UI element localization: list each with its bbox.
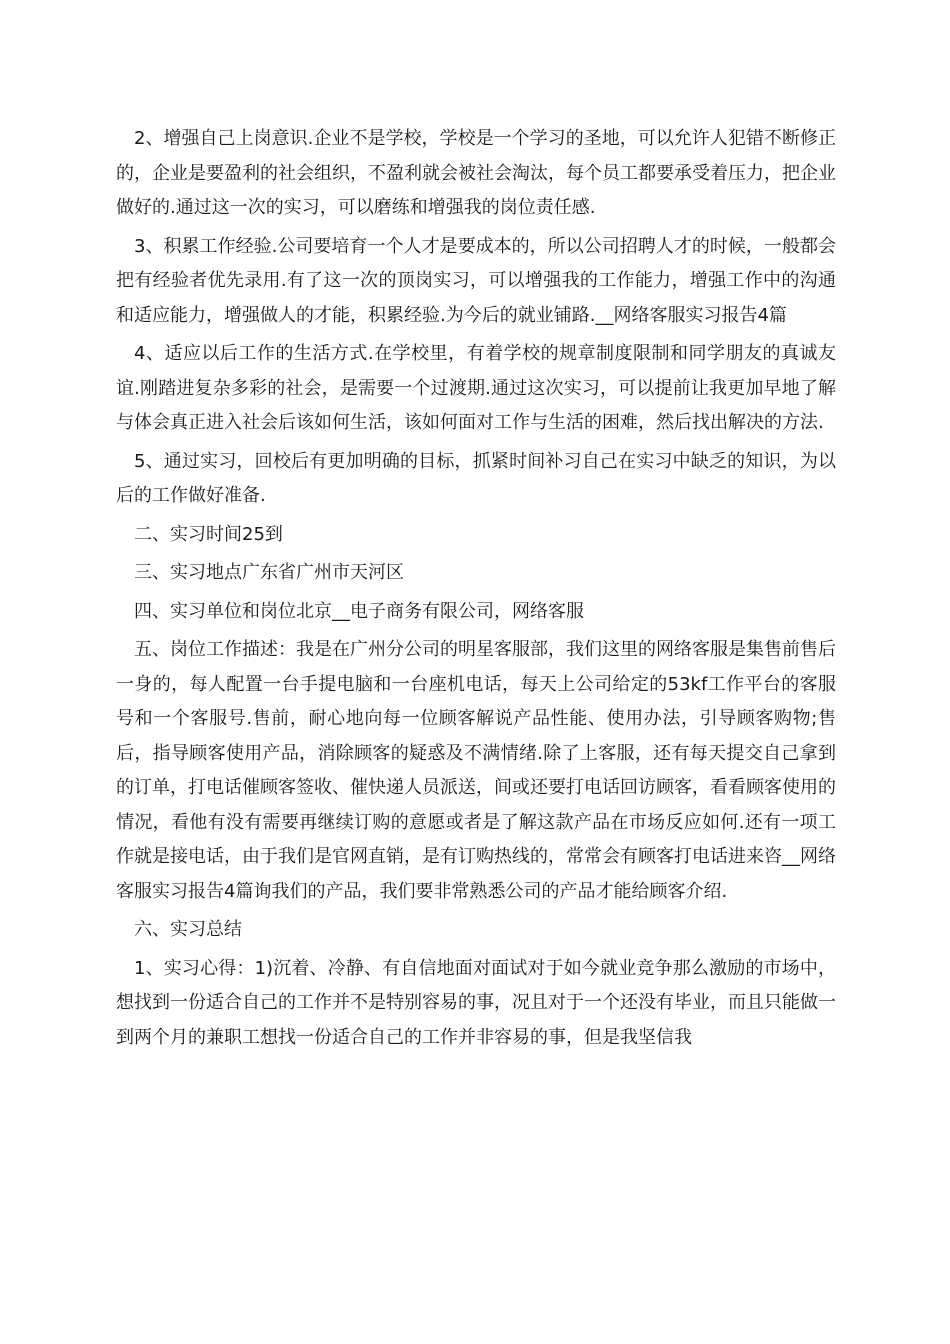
paragraph-point-5: 5、通过实习，回校后有更加明确的目标，抓紧时间补习自己在实习中缺乏的知识，为以后的工作做好准备. [116, 450, 836, 506]
section-internship-unit: 四、实习单位和岗位北京__电子商务有限公司，网络客服 [134, 600, 584, 622]
section-job-description: 五、岗位工作描述：我是在广州分公司的明星客服部，我们这里的网络客服是集售前售后一身的，每人配置一台手提电脑和一台座机电话，每天上公司给定的53kf工作平台的客服号和一个客服号.售前，耐心地向每一位顾客解说产品性能、使用办法，引导顾客购物;售后，指导顾客使用产品，消除顾客的疑惑及不满情绪.除了上客服，还有每天提交自己拿到的订单，打电话催顾客签收、催快递人员派送，间或还要打电话回访顾客，看看顾客使用的情况，看他有没有需要再继续订购的意愿或者是了解这款产品在市场反应如何.还有一项工作就是接电话，由于我们是官网直销，是有订购热线的，常常会有顾客打电话进来咨__网络客服实习报告4篇询我们的产品，我们要非常熟悉公司的产品才能给顾客介绍. [116, 639, 836, 902]
section-internship-time: 二、实习时间25到 [134, 523, 283, 545]
section-internship-location: 三、实习地点广东省广州市天河区 [134, 562, 404, 583]
paragraph-point-4: 4、适应以后工作的生活方式.在学校里，有着学校的规章制度限制和同学朋友的真诚友谊.刚踏进复杂多彩的社会，是需要一个过渡期.通过这次实习，可以提前让我更加早地了解与体会真正进入社会后该如何生活，该如何面对工作与生活的困难，然后找出解决的方法. [116, 343, 836, 433]
paragraph-point-3: 3、积累工作经验.公司要培育一个人才是要成本的，所以公司招聘人才的时候，一般都会把有经验者优先录用.有了这一次的顶岗实习，可以增强我的工作能力，增强工作中的沟通和适应能力，增强做人的才能，积累经验.为今后的就业铺路.__网络客服实习报告4篇 [116, 235, 836, 326]
paragraph-point-2: 2、增强自己上岗意识.企业不是学校，学校是一个学习的圣地，可以允许人犯错不断修正的，企业是要盈利的社会组织，不盈利就会被社会淘汰，每个员工都要承受着压力，把企业做好的.通过这一次的实习，可以磨练和增强我的岗位责任感. [116, 128, 836, 218]
section-internship-summary: 六、实习总结 [134, 919, 242, 940]
document-page [116, 122, 836, 1059]
paragraph-summary-1: 1、实习心得：1)沉着、冷静、有自信地面对面试对于如今就业竞争那么激励的市场中，想找到一份适合自己的工作并不是特别容易的事，况且对于一个还没有毕业，而且只能做一到两个月的兼职工想找一份适合自己的工作并非容易的事，但是我坚信我 [116, 957, 836, 1048]
